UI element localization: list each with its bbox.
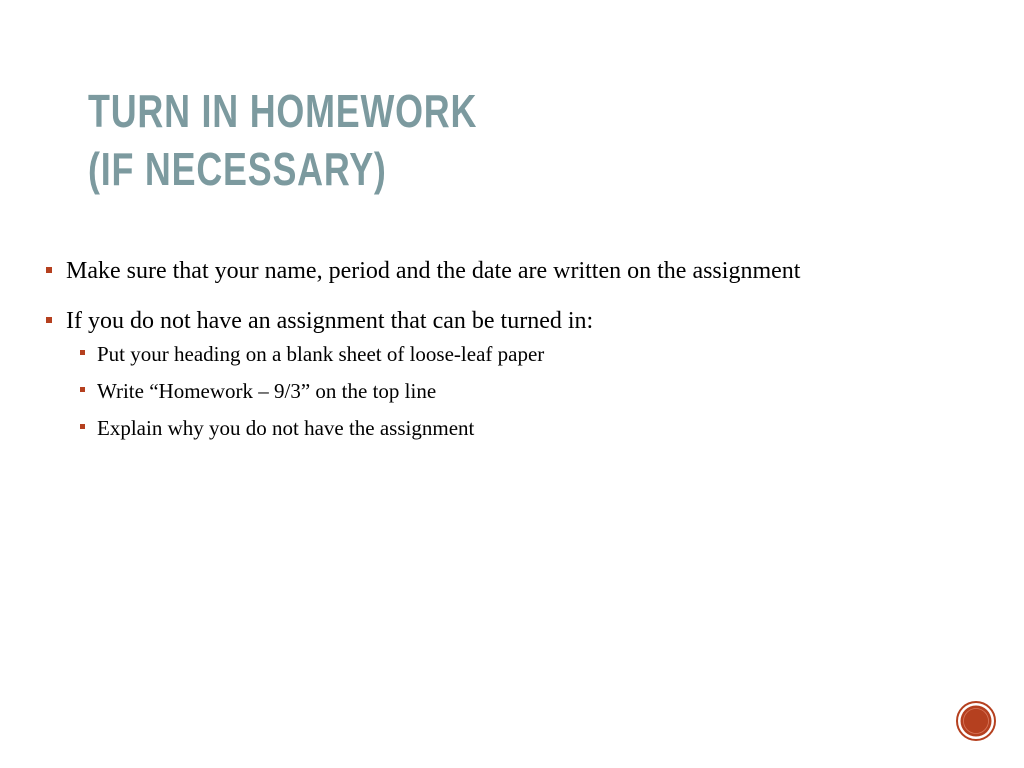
bullet-text: Make sure that your name, period and the date are written on the assignment <box>66 258 801 284</box>
slide-corner-badge-icon <box>956 701 996 741</box>
sub-bullet-item-write-homework <box>66 378 944 405</box>
square-bullet-icon <box>46 267 52 273</box>
slide-body <box>44 256 944 461</box>
sub-bullet-text: Write “Homework – 9/3” on the top line <box>97 379 437 403</box>
bullet-text: If you do not have an assignment that can be turned in: <box>66 308 594 334</box>
bullet-item-name-period-date <box>44 256 944 287</box>
bullet-item-no-assignment <box>44 306 944 442</box>
sub-bullet-text: Explain why you do not have the assignment <box>97 416 475 440</box>
slide-title <box>88 82 477 198</box>
square-bullet-icon <box>80 424 85 429</box>
title-line-2: (IF NECESSARY) <box>88 143 387 195</box>
square-bullet-icon <box>80 387 85 392</box>
square-bullet-icon <box>80 350 85 355</box>
sub-bullet-list <box>66 341 944 442</box>
sub-bullet-item-heading <box>66 341 944 368</box>
title-line-1: TURN IN HOMEWORK <box>88 85 478 137</box>
sub-bullet-text: Put your heading on a blank sheet of loose-leaf paper <box>97 342 545 366</box>
square-bullet-icon <box>46 317 52 323</box>
sub-bullet-item-explain <box>66 415 944 442</box>
